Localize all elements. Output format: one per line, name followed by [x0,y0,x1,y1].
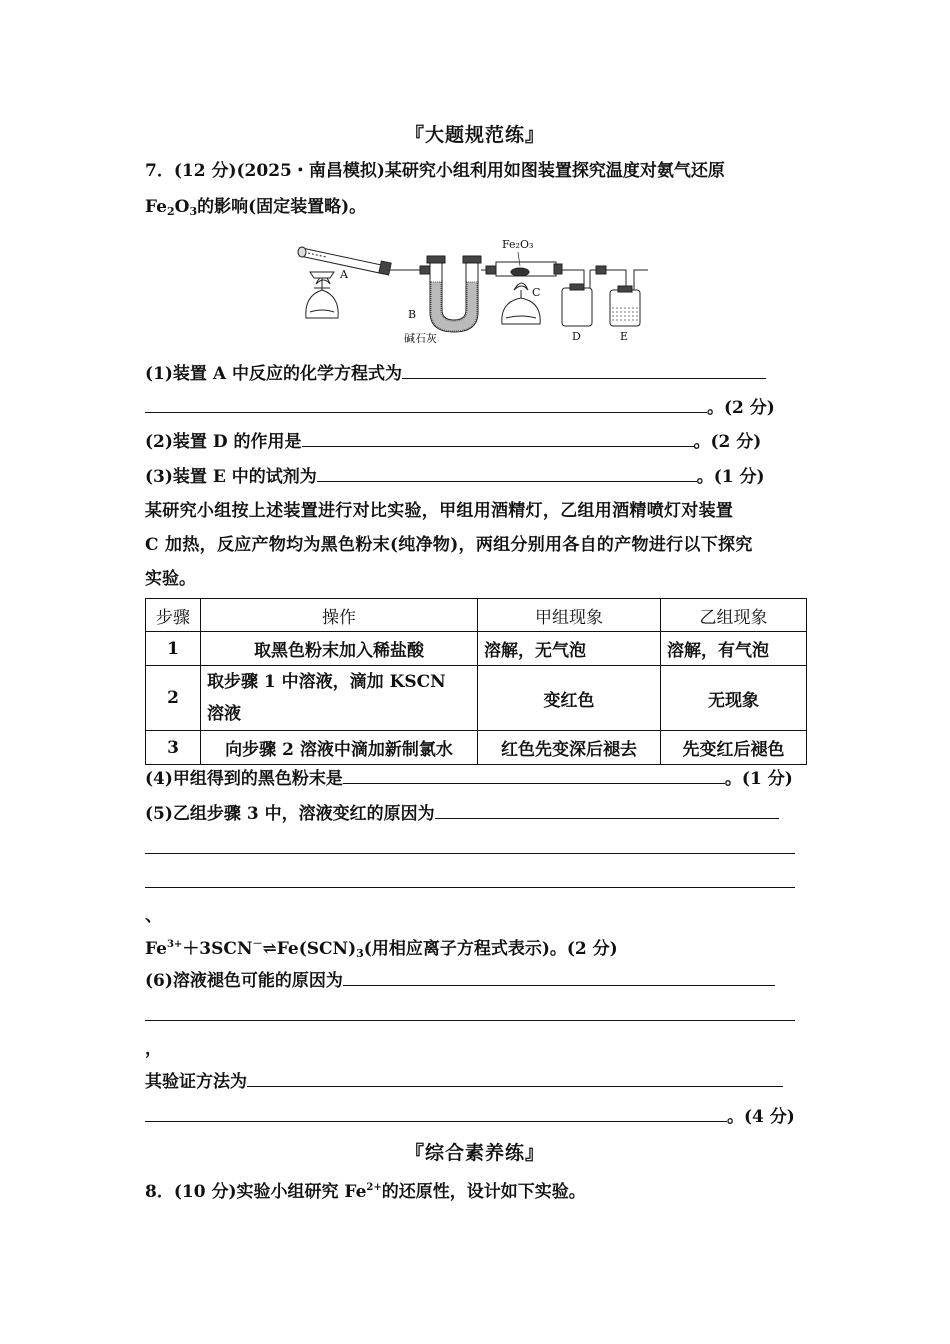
q8-meta: (10 分) [173,1182,237,1202]
cell-operation-line1: 取步骤 1 中溶液，滴加 KSCN [207,672,446,692]
q7-part2 [145,428,761,455]
eq-scn-charge: － [252,939,263,950]
eq-tail: (用相应离子方程式表示)。(2 分) [363,939,618,959]
cell-group-a: 红色先变深后褪去 [478,731,661,765]
q7-formula-o: O [174,197,190,217]
q7-part5-separator: 、 [145,906,162,926]
q7-paragraph-line2: C 加热，反应产物均为黑色粉末(纯净物)，两组分别用各自的产物进行以下探究 [145,535,753,555]
experiment-table [145,598,807,765]
q7-part5-cont1 [145,835,795,862]
q7-meta: (12 分)(2025・ [173,161,309,181]
section-title-comprehensive: 『综合素养练』 [404,1142,545,1164]
label-c: C [532,286,541,299]
q7-part1 [145,360,766,387]
th-group-b: 乙组现象 [661,599,807,632]
cell-group-b: 溶解，有气泡 [661,632,807,666]
eq-fe-charge: 3+ [166,939,183,950]
answer-blank-2[interactable] [302,428,694,447]
q7-part6-cont [145,1002,795,1029]
q7-paragraph-line3: 实验。 [145,569,196,589]
cell-group-b: 无现象 [661,666,807,731]
answer-blank-3[interactable] [317,463,697,482]
answer-blank-5b[interactable] [145,835,795,854]
q8-stem [145,1175,586,1205]
table-row [146,731,807,765]
label-e: E [620,330,629,343]
q7-paragraph-line1: 某研究小组按上述装置进行对比实验，甲组用酒精灯，乙组用酒精喷灯对装置 [145,501,734,521]
answer-blank-1a[interactable] [402,360,766,379]
q7-part5-cont2 [145,869,795,896]
u-tube-b [414,256,496,332]
eq-scn: ＋3SCN [182,939,253,959]
cell-step: 1 [146,632,201,666]
q7-formula-sub1: 2 [166,205,175,218]
q7-source: 南昌模拟 [308,161,377,181]
label-b: B [408,308,417,321]
q7-part5-text: (5)乙组步骤 3 中，溶液变红的原因为 [145,804,435,824]
q7-part2-score: 。(2 分) [693,432,762,452]
q8-number: 8． [145,1182,174,1202]
q7-formula-sub2: 3 [189,205,198,218]
answer-blank-5a[interactable] [435,800,779,819]
table-row [146,632,807,666]
q7-part2-text: (2)装置 D 的作用是 [145,432,302,452]
section-title-practice: 『大题规范练』 [404,124,545,146]
q8-stem-post: 的还原性，设计如下实验。 [381,1182,586,1202]
q7-part3-score: 。(1 分) [696,467,765,487]
eq-product: Fe(SCN) [276,939,357,959]
eq-equilibrium-arrow: ⇌ [262,939,277,959]
cell-operation [201,666,478,731]
q7-part6-verify-text: 其验证方法为 [145,1072,247,1092]
q7-part4-score: 。(1 分) [724,769,793,789]
label-soda-lime: 碱石灰 [404,332,437,345]
bottle-d [562,266,612,326]
th-operation: 操作 [201,599,478,632]
cell-step: 2 [146,666,201,731]
q7-part1-score: 。(2 分) [707,398,775,418]
q7-part3 [145,463,765,490]
test-tube-a [298,247,414,275]
q8-stem-pre: 实验小组研究 Fe [236,1182,367,1202]
cell-operation-line2: 溶液 [207,704,241,724]
th-step: 步骤 [146,599,201,632]
q7-stem-line1 [145,158,725,184]
q7-part1-cont [145,394,775,421]
cell-operation: 向步骤 2 溶液中滴加新制氯水 [201,731,478,765]
q7-number: 7． [145,161,174,181]
q7-stem-b: 的影响(固定装置略)。 [197,197,367,217]
table-header-row [146,599,807,632]
q7-part1-text: (1)装置 A 中反应的化学方程式为 [145,364,402,384]
answer-blank-1b[interactable] [145,394,707,413]
q7-part4 [145,765,793,792]
q7-stem-line2 [145,194,366,225]
cell-group-a: 溶解，无气泡 [478,632,661,666]
q7-part6-verify-cont [145,1103,795,1130]
q7-formula-fe: Fe [145,197,167,217]
q7-part6-comma: ， [145,1039,162,1059]
q7-part6 [145,967,775,994]
answer-blank-6c[interactable] [247,1068,783,1087]
answer-blank-5c[interactable] [145,869,795,888]
q8-fe-charge: 2+ [366,1182,382,1193]
label-d: D [572,330,581,343]
label-fe2o3: Fe₂O₃ [502,238,534,251]
cell-step: 3 [146,731,201,765]
q7-part4-text: (4)甲组得到的黑色粉末是 [145,769,343,789]
answer-blank-6a[interactable] [343,967,775,986]
q7-part5-equation [145,932,618,967]
q7-part6-score: 。(4 分) [727,1107,795,1127]
apparatus-figure [296,232,656,346]
q7-stem-a: )某研究小组利用如图装置探究温度对氨气还原 [376,161,725,181]
label-a: A [340,268,348,281]
q7-part6-text: (6)溶液褪色可能的原因为 [145,971,343,991]
bottle-e [610,270,648,326]
cell-operation: 取黑色粉末加入稀盐酸 [201,632,478,666]
cell-group-a: 变红色 [478,666,661,731]
q7-part3-text: (3)装置 E 中的试剂为 [145,467,317,487]
answer-blank-6d[interactable] [145,1103,727,1122]
eq-fe: Fe [145,939,167,959]
cell-group-b: 先变红后褪色 [661,731,807,765]
answer-blank-6b[interactable] [145,1002,795,1021]
burner-a [306,272,338,318]
eq-product-sub: 3 [356,947,364,960]
answer-blank-4[interactable] [343,765,725,784]
q7-part6-verify [145,1068,783,1095]
q7-part5 [145,800,779,827]
reaction-tube-c [496,252,576,276]
table-row [146,666,807,731]
th-group-a: 甲组现象 [478,599,661,632]
